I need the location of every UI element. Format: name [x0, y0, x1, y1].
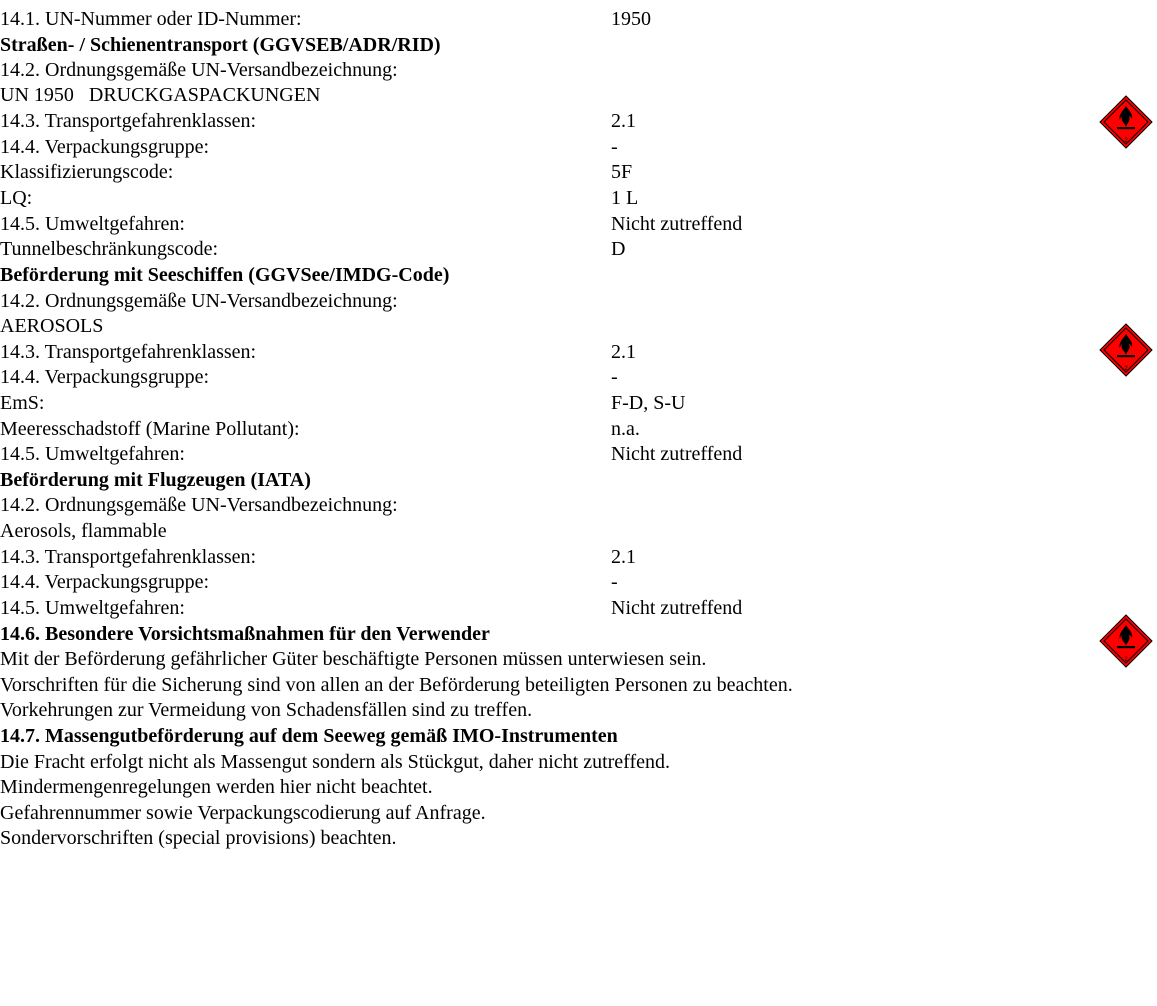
sea-class-label: 14.3. Transportgefahrenklassen: [0, 341, 257, 363]
sea-marine-value: n.a. [611, 418, 640, 440]
air-class-value: 2.1 [611, 546, 636, 568]
precautions-line: Vorkehrungen zur Vermeidung von Schadensfällen sind zu treffen. [0, 699, 533, 721]
bulk-line: Gefahrennummer sowie Verpackungscodierung auf Anfrage. [0, 802, 486, 824]
road-classcode-label: Klassifizierungscode: [0, 161, 174, 183]
road-packing-value: - [611, 136, 618, 158]
air-shipping-name-label: 14.2. Ordnungsgemäße UN-Versandbezeichnung: [0, 494, 398, 516]
un-number-label: 14.1. UN-Nummer oder ID-Nummer: [0, 8, 302, 30]
air-env-label: 14.5. Umweltgefahren: [0, 597, 185, 619]
sea-shipping-name: AEROSOLS [0, 315, 104, 337]
bulk-line: Sondervorschriften (special provisions) beachten. [0, 827, 397, 849]
sea-ems-value: F-D, S-U [611, 392, 686, 414]
air-class-label: 14.3. Transportgefahrenklassen: [0, 546, 257, 568]
road-shipping-name: UN 1950 DRUCKGASPACKUNGEN [0, 84, 321, 106]
road-tunnel-value: D [611, 238, 626, 260]
precautions-line: Mit der Beförderung gefährlicher Güter beschäftigte Personen müssen unterwiesen sein. [0, 648, 707, 670]
road-packing-label: 14.4. Verpackungsgruppe: [0, 136, 210, 158]
sea-env-value: Nicht zutreffend [611, 443, 743, 465]
sea-shipping-name-label: 14.2. Ordnungsgemäße UN-Versandbezeichnung: [0, 290, 398, 312]
sea-packing-label: 14.4. Verpackungsgruppe: [0, 366, 210, 388]
road-shipping-name-label: 14.2. Ordnungsgemäße UN-Versandbezeichnung: [0, 59, 398, 81]
precautions-heading: 14.6. Besondere Vorsichtsmaßnahmen für den Verwender [0, 623, 490, 645]
road-lq-label: LQ: [0, 187, 33, 209]
air-heading: Beförderung mit Flugzeugen (IATA) [0, 469, 311, 491]
precautions-line: Vorschriften für die Sicherung sind von allen an der Beförderung beteiligten Personen zu beachten. [0, 674, 793, 696]
road-heading: Straßen- / Schienentransport (GGVSEB/ADR/RID) [0, 34, 441, 56]
svg-text:2: 2 [1124, 138, 1128, 144]
road-tunnel-label: Tunnelbeschränkungscode: [0, 238, 219, 260]
road-flammable-gas-diamond-icon [1098, 94, 1154, 150]
air-flammable-gas-diamond-icon [1098, 613, 1154, 669]
road-class-value: 2.1 [611, 110, 636, 132]
bulk-line: Die Fracht erfolgt nicht als Massengut sondern als Stückgut, daher nicht zutreffend. [0, 751, 671, 773]
road-classcode-value: 5F [611, 161, 633, 183]
sea-marine-label: Meeresschadstoff (Marine Pollutant): [0, 418, 300, 440]
air-env-value: Nicht zutreffend [611, 597, 743, 619]
bulk-line: Mindermengenregelungen werden hier nicht beachtet. [0, 776, 433, 798]
svg-text:2: 2 [1124, 657, 1128, 663]
un-number-value: 1950 [611, 8, 651, 30]
air-packing-value: - [611, 571, 618, 593]
sea-packing-value: - [611, 366, 618, 388]
svg-text:2: 2 [1124, 366, 1128, 372]
sea-class-value: 2.1 [611, 341, 636, 363]
sea-flammable-gas-diamond-icon [1098, 322, 1154, 378]
road-class-label: 14.3. Transportgefahrenklassen: [0, 110, 257, 132]
air-shipping-name: Aerosols, flammable [0, 520, 167, 542]
road-lq-value: 1 L [611, 187, 639, 209]
sea-env-label: 14.5. Umweltgefahren: [0, 443, 185, 465]
road-env-value: Nicht zutreffend [611, 213, 743, 235]
air-packing-label: 14.4. Verpackungsgruppe: [0, 571, 210, 593]
sea-ems-label: EmS: [0, 392, 45, 414]
road-env-label: 14.5. Umweltgefahren: [0, 213, 185, 235]
bulk-heading: 14.7. Massengutbeförderung auf dem Seeweg gemäß IMO-Instrumenten [0, 725, 618, 747]
sea-heading: Beförderung mit Seeschiffen (GGVSee/IMDG-Code) [0, 264, 450, 286]
